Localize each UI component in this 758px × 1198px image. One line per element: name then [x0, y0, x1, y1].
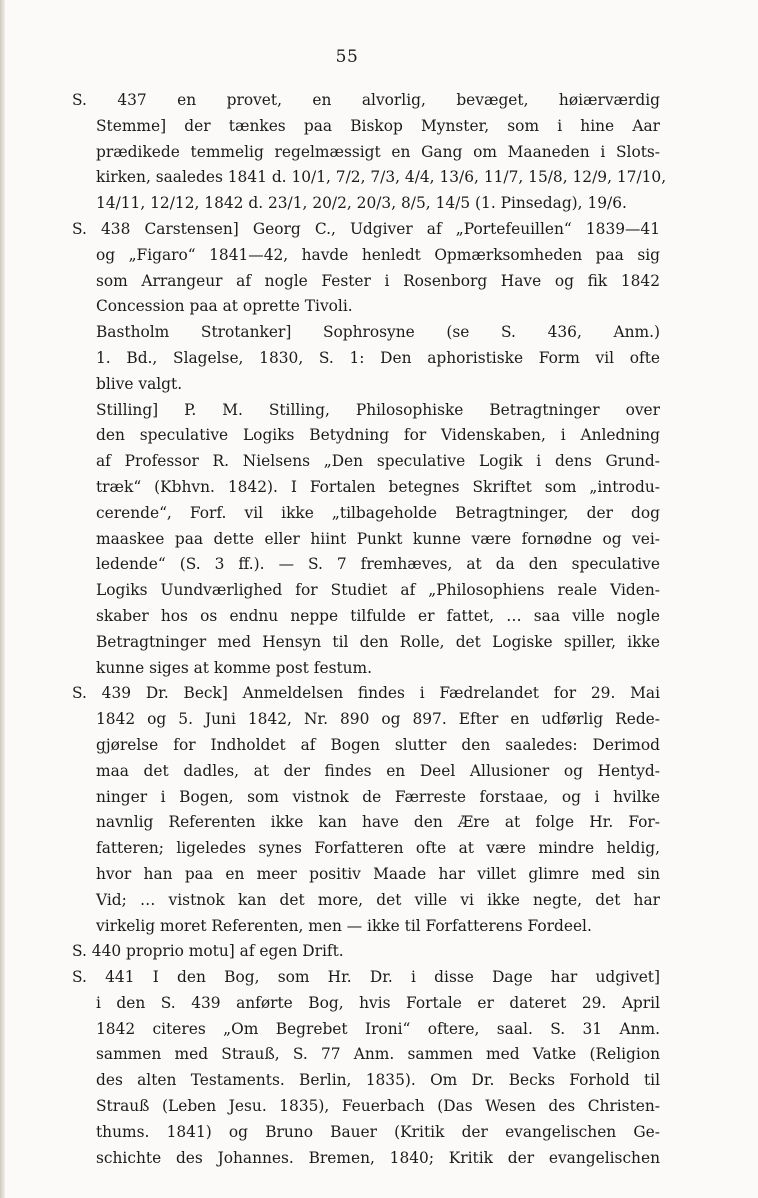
text-line: S. 441 I den Bog, som Hr. Dr. i disse Dage har udgivet]: [72, 968, 660, 987]
text-line: des alten Testaments. Berlin, 1835). Om Dr. Becks Forhold til: [96, 1071, 660, 1090]
text-line: hvor han paa en meer positiv Maade har villet glimre med sin: [96, 864, 660, 883]
page-edge-shadow: [0, 0, 5, 1198]
text-line: Vid; … vistnok kan det more, det ville vi ikke negte, det har: [96, 890, 660, 909]
text-line: cerende“, Forf. vil ikke „tilbageholde Betragtninger, der dog: [96, 503, 660, 522]
text-line: prædikede temmelig regelmæssigt en Gang om Maaneden i Slots-: [96, 142, 660, 161]
text-line: S. 438 Carstensen] Georg C., Udgiver af „Portefeuillen“ 1839—41: [72, 219, 660, 238]
page-number: 55: [335, 47, 359, 67]
text-line: 1842 citeres „Om Begrebet Ironi“ oftere, saal. S. 31 Anm.: [96, 1019, 660, 1038]
text-line: som Arrangeur af nogle Fester i Rosenborg Have og fik 1842: [96, 271, 660, 290]
text-line: S. 440 proprio motu] af egen Drift.: [72, 942, 344, 961]
text-line: Stilling] P. M. Stilling, Philosophiske Betragtninger over: [96, 400, 660, 419]
text-line: den speculative Logiks Betydning for Videnskaben, i Anledning: [96, 426, 660, 445]
text-line: fatteren; ligeledes synes Forfatteren ofte at være mindre heldig,: [96, 839, 660, 858]
text-line: træk“ (Kbhvn. 1842). I Fortalen betegnes Skriftet som „introdu-: [96, 477, 660, 496]
text-line: skaber hos os endnu neppe tilfulde er fattet, … saa ville nogle: [96, 606, 660, 625]
text-line: og „Figaro“ 1841—42, havde henledt Opmærksomheden paa sig: [96, 245, 660, 264]
text-line: Bastholm Strotanker] Sophrosyne (se S. 436, Anm.): [96, 323, 660, 342]
text-line: blive valgt.: [96, 374, 183, 393]
text-line: sammen med Strauß, S. 77 Anm. sammen med Vatke (Religion: [96, 1045, 660, 1064]
text-line: i den S. 439 anførte Bog, hvis Fortale er dateret 29. April: [96, 993, 660, 1012]
annotation-text-block: [72, 88, 667, 1171]
text-line: maaskee paa dette eller hiint Punkt kunne være fornødne og vei-: [96, 529, 660, 548]
text-line: 1. Bd., Slagelse, 1830, S. 1: Den aphoristiske Form vil ofte: [96, 348, 660, 367]
text-line: S. 439 Dr. Beck] Anmeldelsen findes i Fædrelandet for 29. Mai: [72, 684, 660, 703]
text-line: Concession paa at oprette Tivoli.: [96, 297, 353, 316]
text-line: Betragtninger med Hensyn til den Rolle, det Logiske spiller, ikke: [96, 632, 660, 651]
text-line: af Professor R. Nielsens „Den speculative Logik i dens Grund-: [96, 452, 660, 471]
text-line: Logiks Uundværlighed for Studiet af „Philosophiens reale Viden-: [96, 581, 660, 600]
text-line: S. 437 en provet, en alvorlig, bevæget, høiærværdig: [72, 91, 660, 109]
text-line: kunne siges at komme post festum.: [96, 658, 373, 677]
text-line: virkelig moret Referenten, men — ikke til Forfatterens Fordeel.: [96, 916, 592, 935]
text-line: navnlig Referenten ikke kan have den Ære at folge Hr. For-: [96, 813, 660, 832]
text-line: ledende“ (S. 3 ff.). — S. 7 fremhæves, at da den speculative: [96, 555, 660, 574]
text-line: 1842 og 5. Juni 1842, Nr. 890 og 897. Efter en udførlig Rede-: [96, 710, 660, 729]
text-line: schichte des Johannes. Bremen, 1840; Kritik der evangelischen: [96, 1148, 660, 1167]
text-line: gjørelse for Indholdet af Bogen slutter den saaledes: Derimod: [96, 735, 660, 754]
text-line: kirken, saaledes 1841 d. 10/1, 7/2, 7/3, 4/4, 13/6, 11/7, 15/8, 12/9, 17/10,: [96, 168, 667, 187]
text-line: maa det dadles, at der findes en Deel Allusioner og Hentyd-: [96, 761, 660, 780]
text-line: Stemme] der tænkes paa Biskop Mynster, som i hine Aar: [96, 116, 660, 135]
text-line: thums. 1841) og Bruno Bauer (Kritik der evangelischen Ge-: [96, 1122, 660, 1141]
text-line: ninger i Bogen, som vistnok de Færreste forstaae, og i hvilke: [96, 787, 660, 806]
text-line: Strauß (Leben Jesu. 1835), Feuerbach (Das Wesen des Christen-: [96, 1097, 660, 1116]
text-line: 14/11, 12/12, 1842 d. 23/1, 20/2, 20/3, 8/5, 14/5 (1. Pinsedag), 19/6.: [96, 194, 627, 213]
